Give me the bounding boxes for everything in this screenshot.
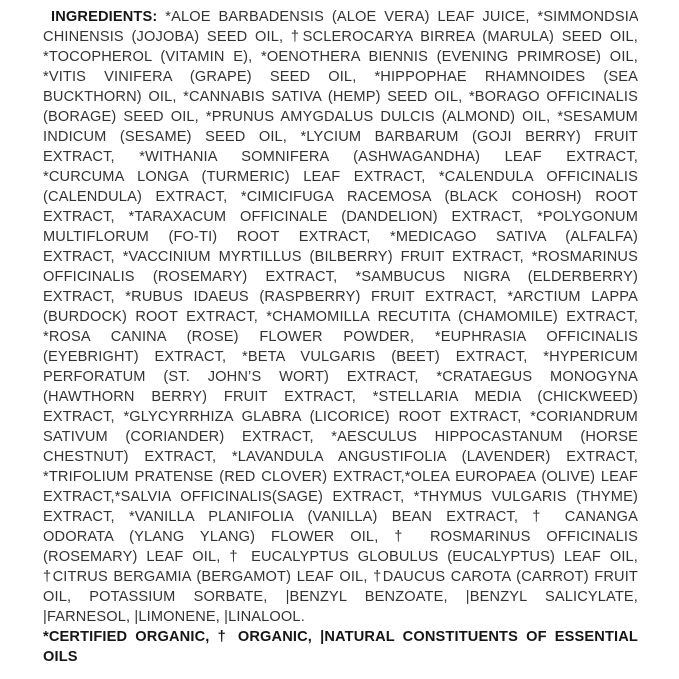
ingredients-line: |FARNESOL, |LIMONENE, |LINALOOL. <box>43 609 305 625</box>
ingredients-heading: INGREDIENTS: <box>51 9 158 25</box>
ingredients-first-line <box>43 7 638 27</box>
ingredients-line: EXTRACT, *VANILLA PLANIFOLIA (VANILLA) BEAN EXTRACT, † CANANGA <box>43 509 638 525</box>
ingredients-line: OIL, POTASSIUM SORBATE, |BENZYL BENZOATE, |BENZYL SALICYLATE, <box>43 589 638 605</box>
ingredients-line: *TOCOPHEROL (VITAMIN E), *OENOTHERA BIENNIS (EVENING PRIMROSE) OIL, <box>43 49 638 65</box>
ingredients-line: (EYEBRIGHT) EXTRACT, *BETA VULGARIS (BEET) EXTRACT, *HYPERICUM <box>43 349 638 365</box>
footnote-line: *CERTIFIED ORGANIC, † ORGANIC, |NATURAL CONSTITUENTS OF ESSENTIAL <box>43 629 638 645</box>
ingredients-line: INDICUM (SESAME) SEED OIL, *LYCIUM BARBARUM (GOJI BERRY) FRUIT <box>43 129 638 145</box>
ingredients-line: *VITIS VINIFERA (GRAPE) SEED OIL, *HIPPOPHAE RHAMNOIDES (SEA <box>43 69 638 85</box>
ingredients-line: *CURCUMA LONGA (TURMERIC) LEAF EXTRACT, *CALENDULA OFFICINALIS <box>43 169 638 185</box>
ingredients-line: PERFORATUM (ST. JOHN’S WORT) EXTRACT, *CRATAEGUS MONOGYNA <box>43 369 638 385</box>
ingredients-line: EXTRACT, *VACCINIUM MYRTILLUS (BILBERRY) FRUIT EXTRACT, *ROSMARINUS <box>43 249 638 265</box>
ingredients-line: *TRIFOLIUM PRATENSE (RED CLOVER) EXTRACT,*OLEA EUROPAEA (OLIVE) LEAF <box>43 469 638 485</box>
ingredients-lines <box>43 27 638 627</box>
ingredients-line: BUCKTHORN) OIL, *CANNABIS SATIVA (HEMP) SEED OIL, *BORAGO OFFICINALIS <box>43 89 638 105</box>
ingredients-line: MULTIFLORUM (FO-TI) ROOT EXTRACT, *MEDICAGO SATIVA (ALFALFA) <box>43 229 638 245</box>
ingredients-line: EXTRACT, *RUBUS IDAEUS (RASPBERRY) FRUIT EXTRACT, *ARCTIUM LAPPA <box>43 289 638 305</box>
ingredients-line: †CITRUS BERGAMIA (BERGAMOT) LEAF OIL, †DAUCUS CAROTA (CARROT) FRUIT <box>43 569 638 585</box>
ingredients-line: EXTRACT, *WITHANIA SOMNIFERA (ASHWAGANDHA) LEAF EXTRACT, <box>43 149 638 165</box>
ingredients-line: (ROSEMARY) LEAF OIL, † EUCALYPTUS GLOBULUS (EUCALYPTUS) LEAF OIL, <box>43 549 638 565</box>
footnote <box>43 627 638 667</box>
ingredients-line: (HAWTHORN BERRY) FRUIT EXTRACT, *STELLARIA MEDIA (CHICKWEED) <box>43 389 638 405</box>
ingredients-line: CHINENSIS (JOJOBA) SEED OIL, †SCLEROCARYA BIRREA (MARULA) SEED OIL, <box>43 29 638 45</box>
ingredients-line: SATIVUM (CORIANDER) EXTRACT, *AESCULUS HIPPOCASTANUM (HORSE <box>43 429 638 445</box>
ingredients-line: OFFICINALIS (ROSEMARY) EXTRACT, *SAMBUCUS NIGRA (ELDERBERRY) <box>43 269 638 285</box>
footnote-line: OILS <box>43 649 78 665</box>
ingredients-line: ODORATA (YLANG YLANG) FLOWER OIL, † ROSMARINUS OFFICINALIS <box>43 529 638 545</box>
ingredients-line: *ROSA CANINA (ROSE) FLOWER POWDER, *EUPHRASIA OFFICINALIS <box>43 329 638 345</box>
ingredients-line: EXTRACT,*SALVIA OFFICINALIS(SAGE) EXTRACT, *THYMUS VULGARIS (THYME) <box>43 489 638 505</box>
ingredients-line: (BURDOCK) ROOT EXTRACT, *CHAMOMILLA RECUTITA (CHAMOMILE) EXTRACT, <box>43 309 638 325</box>
ingredients-first-line-text: *ALOE BARBADENSIS (ALOE VERA) LEAF JUICE, *SIMMONDSIA <box>165 9 638 25</box>
ingredients-line: EXTRACT, *GLYCYRRHIZA GLABRA (LICORICE) ROOT EXTRACT, *CORIANDRUM <box>43 409 638 425</box>
ingredients-line: (BORAGE) SEED OIL, *PRUNUS AMYGDALUS DULCIS (ALMOND) OIL, *SESAMUM <box>43 109 638 125</box>
ingredients-line: CHESTNUT) EXTRACT, *LAVANDULA ANGUSTIFOLIA (LAVENDER) EXTRACT, <box>43 449 638 465</box>
ingredients-line: EXTRACT, *TARAXACUM OFFICINALE (DANDELION) EXTRACT, *POLYGONUM <box>43 209 638 225</box>
ingredients-line: (CALENDULA) EXTRACT, *CIMICIFUGA RACEMOSA (BLACK COHOSH) ROOT <box>43 189 638 205</box>
